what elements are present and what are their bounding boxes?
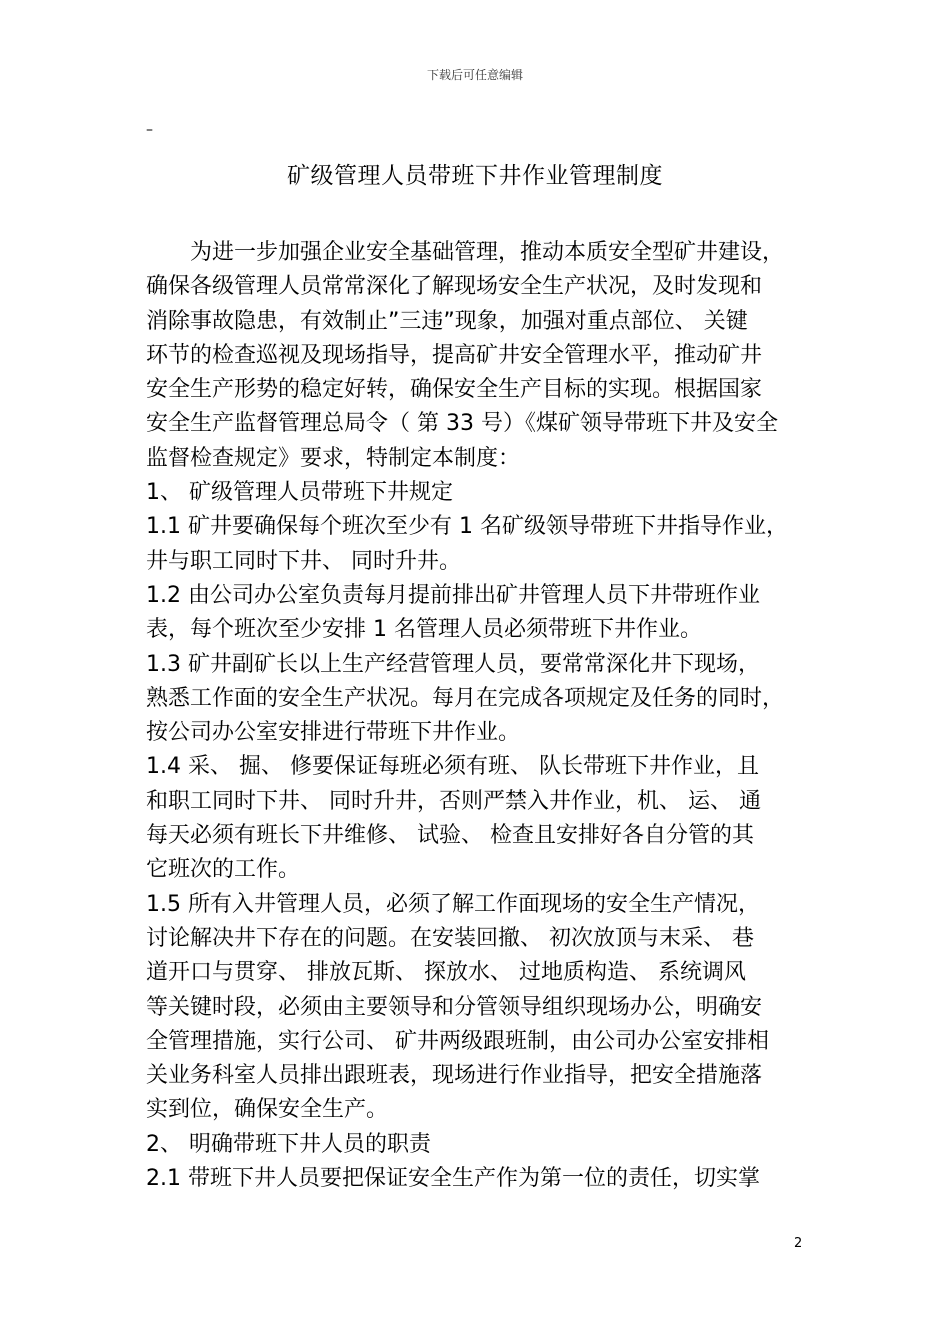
body-line: 消除事故隐患，有效制止”三违”现象，加强对重点部位、 关键 xyxy=(146,308,748,334)
body-line: 每天必须有班长下井维修、 试验、 检查且安排好各自分管的其 xyxy=(146,823,754,849)
page-number: 2 xyxy=(794,1236,803,1251)
body-line: 环节的检查巡视及现场指导，提高矿井安全管理水平，推动矿井 xyxy=(146,342,763,368)
body-line: 讨论解决井下存在的问题。在安装回撤、 初次放顶与末采、 巷 xyxy=(146,925,754,951)
body-line: 关业务科室人员排出跟班表，现场进行作业指导，把安全措施落 xyxy=(146,1063,763,1089)
body-line: 安全生产形势的稳定好转，确保安全生产目标的实现。根据国家 xyxy=(146,377,763,403)
section-heading: 2、 明确带班下井人员的职责 xyxy=(146,1131,431,1157)
body-line: 按公司办公室安排进行带班下井作业。 xyxy=(146,720,521,746)
section-heading: 1、 矿级管理人员带班下井规定 xyxy=(146,480,453,506)
body-line: 1.4 采、 掘、 修要保证每班必须有班、 队长带班下井作业，且 xyxy=(146,754,759,780)
body-line: 为进一步加强企业安全基础管理，推动本质安全型矿井建设， xyxy=(190,240,785,265)
dash-mark: – xyxy=(146,122,153,138)
document-body xyxy=(146,236,808,1196)
body-line: 安全生产监督管理总局令（ 第 33 号）《煤矿领导带班下井及安全 xyxy=(146,411,778,437)
body-line: 和职工同时下井、 同时升井，否则严禁入井作业，机、 运、 通 xyxy=(146,788,761,814)
document-title: 矿级管理人员带班下井作业管理制度 xyxy=(287,163,663,189)
body-line: 确保各级管理人员常常深化了解现场安全生产状况，及时发现和 xyxy=(146,274,763,300)
body-line: 它班次的工作。 xyxy=(146,857,301,883)
body-line: 表，每个班次至少安排 1 名管理人员必须带班下井作业。 xyxy=(146,617,702,643)
body-line: 1.1 矿井要确保每个班次至少有 1 名矿级领导带班下井指导作业， xyxy=(146,514,788,540)
header-note: 下载后可任意编辑 xyxy=(426,68,523,82)
body-line: 2.1 带班下井人员要把保证安全生产作为第一位的责任，切实掌 xyxy=(146,1166,760,1192)
body-line: 1.2 由公司办公室负责每月提前排出矿井管理人员下井带班作业 xyxy=(146,582,760,608)
body-line: 熟悉工作面的安全生产状况。每月在完成各项规定及任务的同时， xyxy=(146,685,785,711)
body-line: 1.5 所有入井管理人员，必须了解工作面现场的安全生产情况， xyxy=(146,891,760,917)
body-line: 道开口与贯穿、 排放瓦斯、 探放水、 过地质构造、 系统调风 xyxy=(146,960,746,986)
body-line: 等关键时段，必须由主要领导和分管领导组织现场办公，明确安 xyxy=(146,994,763,1020)
body-line: 1.3 矿井副矿长以上生产经营管理人员，要常常深化井下现场， xyxy=(146,651,760,677)
body-line: 井与职工同时下井、 同时升井。 xyxy=(146,548,461,574)
body-line: 实到位，确保安全生产。 xyxy=(146,1097,389,1123)
body-line: 全管理措施，实行公司、 矿井两级跟班制，由公司办公室安排相 xyxy=(146,1028,769,1054)
body-line: 监督检查规定》要求，特制定本制度： xyxy=(146,445,521,471)
